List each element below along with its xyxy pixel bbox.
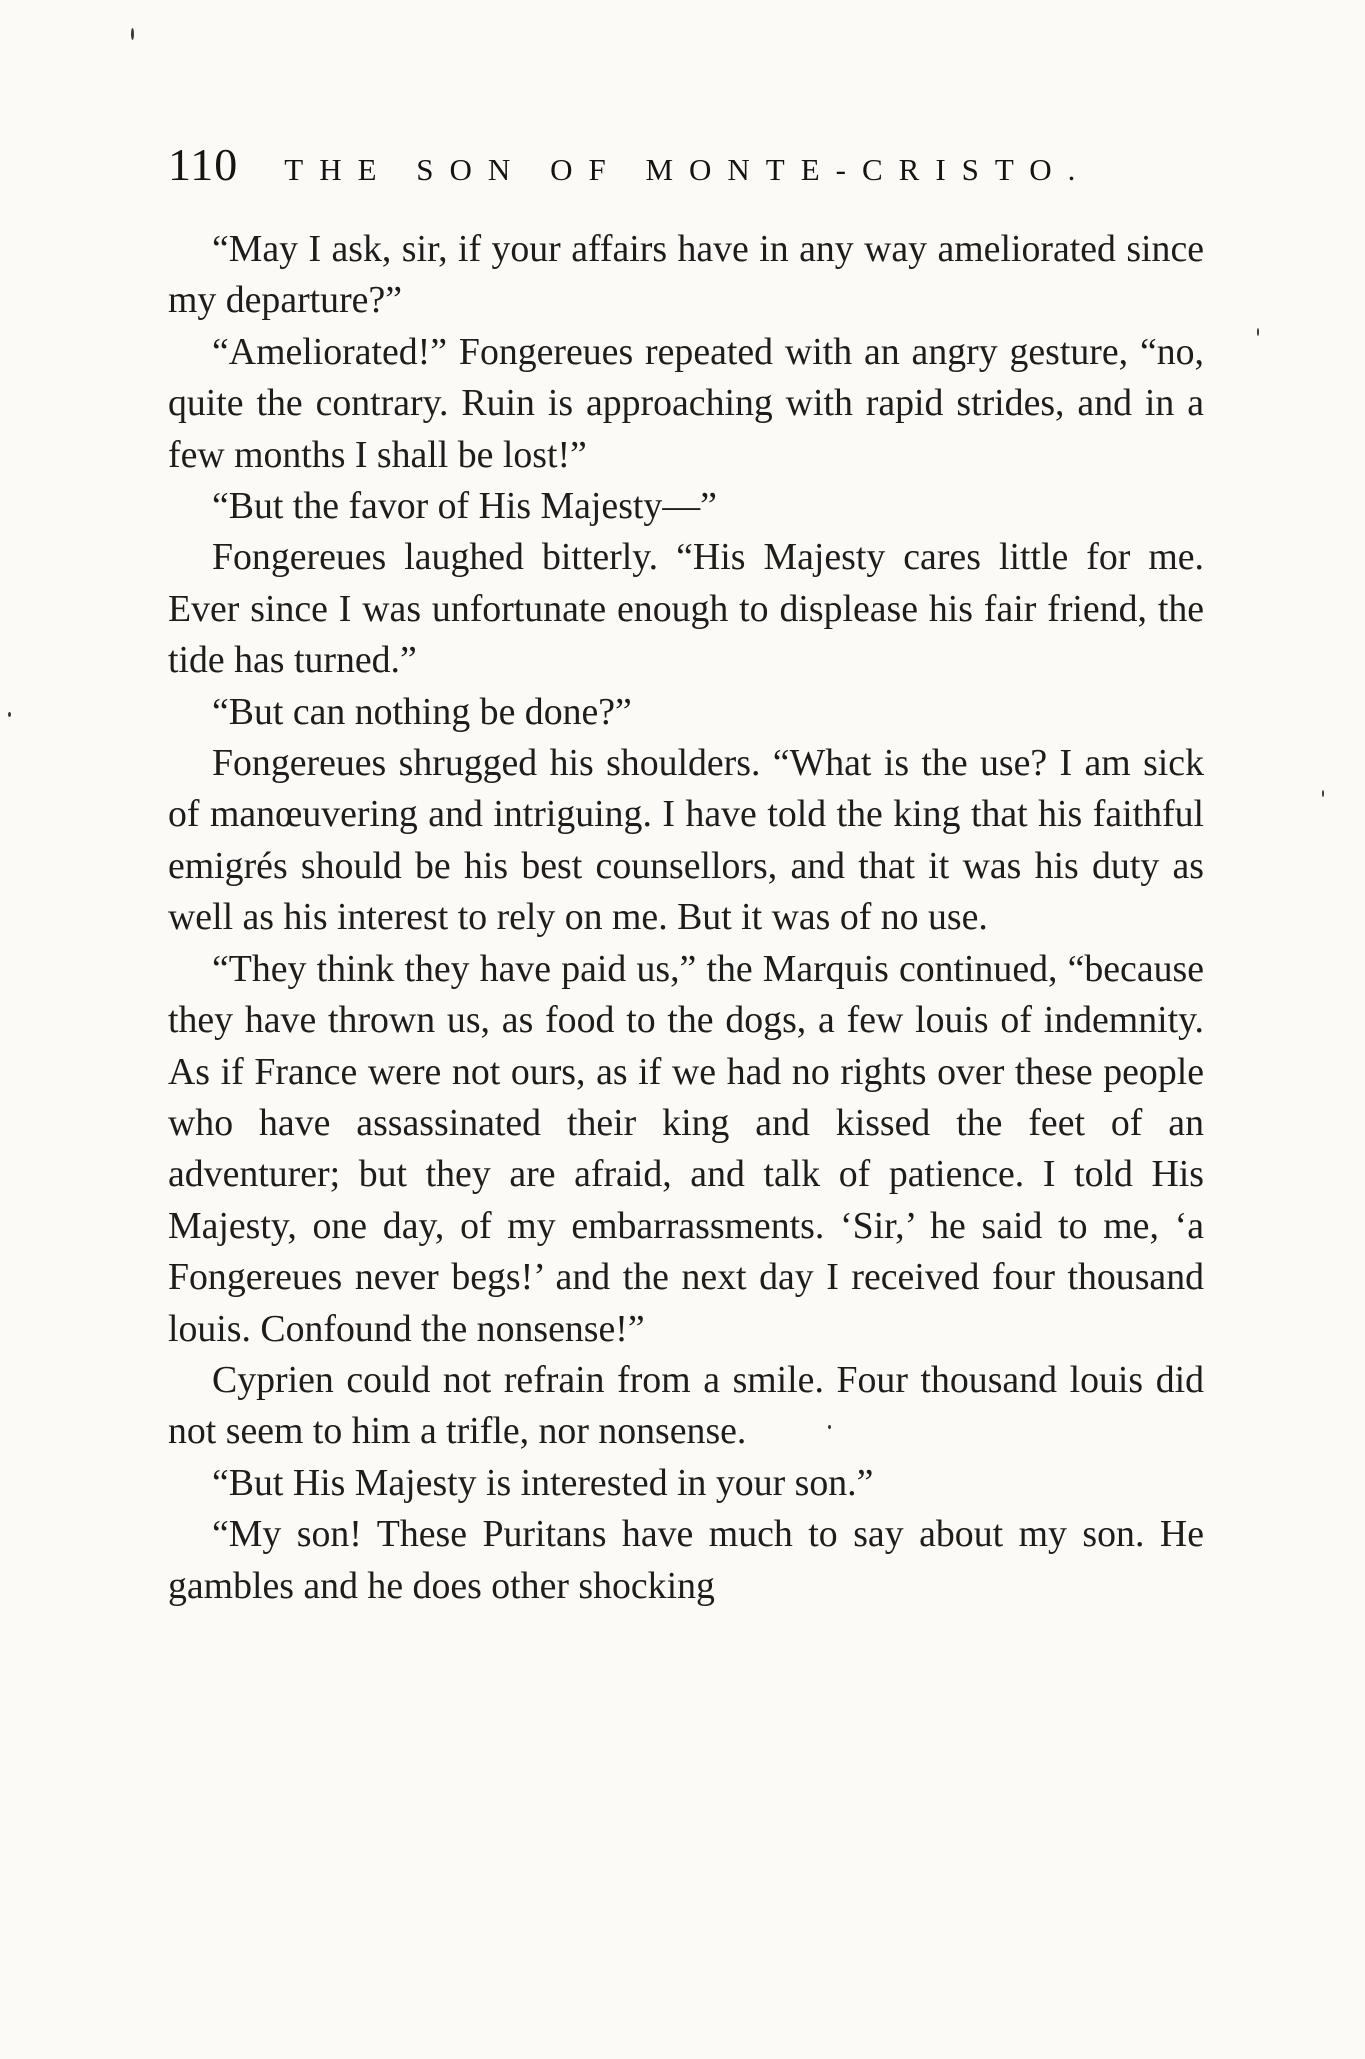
ink-speck	[1257, 328, 1259, 336]
running-head	[168, 138, 1208, 198]
ink-speck	[8, 712, 11, 717]
page-number: 110	[168, 139, 239, 190]
paragraph: Fongereues shrugged his shoulders. “What is the use? I am sick of manœuvering and intriguing. I have told the king that his faithful emigrés should be his best counsellors, and that it was his duty as well as his interest to rely on me. But it was of no use.	[168, 742, 1204, 939]
paragraph: “But His Majesty is interested in your son.”	[212, 1461, 874, 1504]
paragraph: Fongereues laughed bitterly. “His Majesty cares little for me. Ever since I was unfortunate enough to displease his fair friend, the tide has turned.”	[168, 536, 1204, 682]
body-text	[168, 224, 1204, 1612]
paragraph: “They think they have paid us,” the Marquis continued, “because they have thrown us, as food to the dogs, a few louis of indemnity. As if France were not ours, as if we had no rights over these people who have assassinated their king and kissed the feet of an adventurer; but they are afraid, and talk of patience. I told His Majesty, one day, of my embarrassments. ‘Sir,’ he said to me, ‘a Fongereues never begs!’ and the next day I received four thousand louis. Confound the nonsense!”	[168, 947, 1204, 1350]
paragraph: “But the favor of His Majesty—”	[212, 485, 717, 528]
paragraph: “But can nothing be done?”	[212, 690, 632, 733]
ink-speck	[131, 28, 134, 40]
paragraph: “May I ask, sir, if your affairs have in any way ameliorated since my departure?”	[168, 228, 1204, 322]
paragraph: “Ameliorated!” Fongereues repeated with an angry gesture, “no, quite the contrary. Ruin is approaching with rapid strides, and in a few months I shall be lost!”	[168, 330, 1204, 476]
paragraph: “My son! These Puritans have much to say about my son. He gambles and he does other shocking	[168, 1513, 1204, 1607]
running-title: THE SON OF MONTE-CRISTO.	[284, 152, 1092, 187]
paragraph: Cyprien could not refrain from a smile. Four thousand louis did not seem to him a trifle, nor nonsense.	[168, 1358, 1204, 1453]
ink-speck	[1322, 790, 1324, 797]
